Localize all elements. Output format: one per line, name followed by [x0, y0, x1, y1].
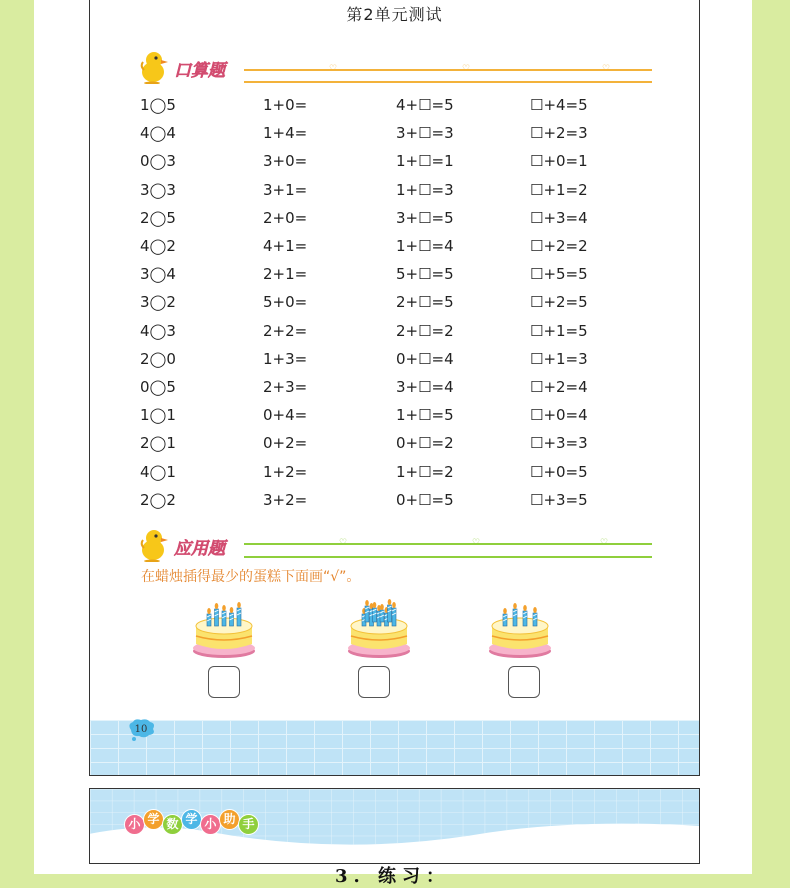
section-header-mental-math — [140, 50, 652, 84]
answer-checkbox[interactable] — [208, 666, 240, 698]
section-divider — [244, 556, 652, 558]
problem-cell: 3◯3 — [140, 180, 176, 199]
helper-title-char: 小 — [200, 814, 221, 835]
heart-icon: ♡ — [602, 64, 611, 74]
section-divider — [244, 64, 652, 74]
problem-cell: 2+1= — [263, 265, 308, 284]
section-label-applied: 应用题 — [174, 539, 225, 559]
problem-cell: ☐+0=5 — [530, 462, 588, 481]
problem-cell: 0◯5 — [140, 378, 176, 396]
helper-title-char: 小 — [124, 814, 145, 835]
problem-cell: 3+☐=4 — [396, 378, 454, 396]
problem-cell: ☐+1=3 — [530, 349, 588, 368]
worksheet-page — [89, 0, 700, 776]
problem-cell: 1+2= — [263, 462, 308, 481]
problem-cell: 1+☐=4 — [396, 237, 454, 255]
problem-cell: 1+0= — [263, 96, 308, 114]
problem-row — [140, 322, 640, 344]
problem-cell: ☐+0=1 — [530, 152, 588, 171]
problem-cell: ☐+2=3 — [530, 124, 588, 143]
problem-cell: ☐+1=2 — [530, 180, 588, 199]
problem-cell: 1+☐=1 — [396, 152, 454, 171]
problem-cell: 3◯4 — [140, 265, 176, 284]
problem-cell: 4◯4 — [140, 124, 176, 143]
problem-cell: 2◯5 — [140, 208, 176, 227]
problem-cell: 0+☐=5 — [396, 490, 454, 509]
problem-cell: 4◯2 — [140, 237, 176, 255]
problem-row — [140, 491, 640, 513]
problem-row — [140, 152, 640, 174]
footer-grid-band — [90, 720, 699, 776]
problem-row — [140, 463, 640, 485]
problem-cell: 0◯3 — [140, 152, 176, 171]
problem-cell: 4◯3 — [140, 321, 176, 340]
problem-cell: 2◯1 — [140, 434, 176, 453]
page-number: 10 — [134, 724, 148, 735]
problem-cell: 2+3= — [263, 378, 308, 396]
problem-cell: 0+☐=4 — [396, 349, 454, 368]
problem-cell: ☐+3=3 — [530, 434, 588, 453]
problem-cell: ☐+3=4 — [530, 208, 588, 227]
problem-cell: 2+☐=5 — [396, 293, 454, 312]
problem-cell: 1+☐=2 — [396, 462, 454, 481]
birthday-cake-icon — [347, 596, 411, 660]
duck-mascot-icon — [140, 528, 170, 562]
problem-row — [140, 237, 640, 259]
problem-cell: 4◯1 — [140, 462, 176, 481]
helper-title-char: 学 — [181, 809, 202, 830]
answer-checkbox[interactable] — [358, 666, 390, 698]
problem-cell: 2+☐=2 — [396, 321, 454, 340]
heart-icon: ♡ — [339, 538, 348, 548]
problem-cell: 1◯5 — [140, 96, 176, 114]
problem-cell: ☐+1=5 — [530, 321, 588, 340]
problem-cell: 0+2= — [263, 434, 308, 453]
problem-cell: 3+1= — [263, 180, 308, 199]
problem-cell: 0+☐=2 — [396, 434, 454, 453]
problem-row — [140, 350, 640, 372]
problem-cell: ☐+2=2 — [530, 237, 588, 255]
problem-cell: 5+0= — [263, 293, 308, 312]
helper-title-char: 助 — [219, 809, 240, 830]
problem-cell: 2◯0 — [140, 349, 176, 368]
helper-title-char: 手 — [238, 814, 259, 835]
problem-cell: 0+4= — [263, 406, 308, 425]
problem-row — [140, 293, 640, 315]
problem-row — [140, 378, 640, 400]
problem-cell: 1+☐=5 — [396, 406, 454, 425]
answer-checkbox[interactable] — [508, 666, 540, 698]
birthday-cake-icon — [192, 596, 256, 660]
problem-cell: 1+3= — [263, 349, 308, 368]
problem-row — [140, 181, 640, 203]
duck-mascot-icon — [140, 50, 170, 84]
helper-title — [124, 811, 257, 833]
problem-cell: 2+2= — [263, 321, 308, 340]
problem-row — [140, 209, 640, 231]
helper-title-char: 学 — [143, 809, 164, 830]
problem-cell: ☐+3=5 — [530, 490, 588, 509]
helper-panel — [89, 788, 700, 864]
applied-instruction: 在蜡烛插得最少的蛋糕下面画“√”。 — [141, 569, 361, 585]
problem-cell: ☐+2=5 — [530, 293, 588, 312]
problem-cell: 4+☐=5 — [396, 96, 454, 114]
problem-row — [140, 124, 640, 146]
problem-cell: 3◯2 — [140, 293, 176, 312]
heart-icon: ♡ — [600, 538, 609, 548]
section-label-mental-math: 口算题 — [174, 61, 225, 81]
page-title: 第2单元测试 — [346, 5, 443, 24]
heart-icon: ♡ — [462, 64, 471, 74]
problem-cell: ☐+2=4 — [530, 378, 588, 396]
problem-cell: ☐+5=5 — [530, 265, 588, 284]
problem-row — [140, 96, 640, 118]
bottom-heading: 3. 练习： — [335, 866, 451, 887]
problem-cell: 2+0= — [263, 208, 308, 227]
problem-cell: 3+0= — [263, 152, 308, 171]
problem-cell: 1+☐=3 — [396, 180, 454, 199]
section-divider — [244, 538, 652, 548]
section-divider — [244, 81, 652, 83]
section-header-applied — [140, 528, 652, 562]
problem-cell: 2◯2 — [140, 490, 176, 509]
problem-row — [140, 265, 640, 287]
problem-cell: 1+4= — [263, 124, 308, 143]
problem-cell: 3+☐=5 — [396, 208, 454, 227]
problem-cell: 1◯1 — [140, 406, 176, 425]
helper-title-char: 数 — [162, 814, 183, 835]
problem-row — [140, 406, 640, 428]
birthday-cake-icon — [488, 596, 552, 660]
heart-icon: ♡ — [329, 64, 338, 74]
heart-icon: ♡ — [472, 538, 481, 548]
problem-cell: ☐+0=4 — [530, 406, 588, 425]
problem-cell: ☐+4=5 — [530, 96, 588, 114]
problem-cell: 3+☐=3 — [396, 124, 454, 143]
problem-row — [140, 434, 640, 456]
problem-cell: 3+2= — [263, 490, 308, 509]
problem-cell: 5+☐=5 — [396, 265, 454, 284]
problem-cell: 4+1= — [263, 237, 308, 255]
